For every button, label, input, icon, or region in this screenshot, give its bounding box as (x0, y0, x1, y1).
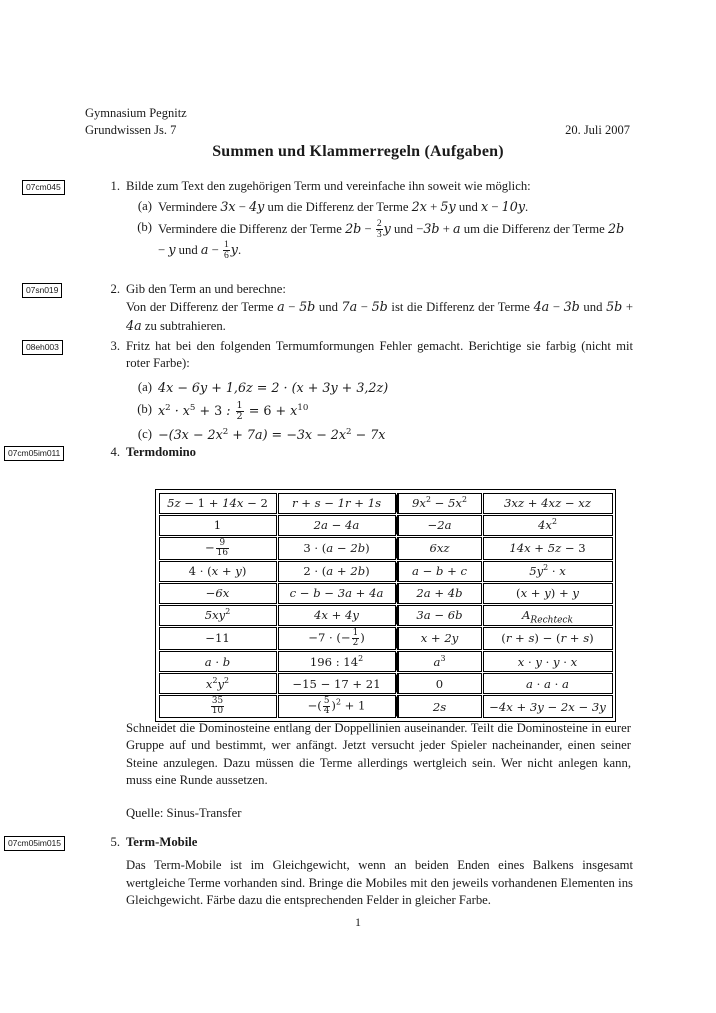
domino-cell: $A_{Rechteck}$ (483, 605, 613, 626)
item-1-subitems (126, 198, 633, 261)
domino-cell: 2a − 4a (278, 515, 396, 536)
table-row (159, 651, 613, 672)
domino-cell: $4x^2$ (483, 515, 613, 536)
item-3-subitem-c (126, 426, 633, 444)
item-3-subitem-a (126, 379, 633, 397)
table-row (159, 695, 613, 718)
domino-cell: 2a + 4b (397, 583, 482, 604)
table-row (159, 673, 613, 694)
domino-cell: $x^2y^2$ (159, 673, 277, 694)
item-3-lead: Fritz hat bei den folgenden Termumformungen Fehler gemacht. Berichtige sie farbig (nicht mit roter Farbe): (126, 339, 633, 371)
page-title: Summen und Klammerregeln (Aufgaben) (212, 143, 504, 160)
domino-cell: 2 · (a + 2b) (278, 561, 396, 582)
subitem-b-label: (b) (137, 402, 152, 417)
subitem-c-equation: $-(3x - 2x^2 + 7a) = -3x - 2x^2 - 7x$ (158, 427, 386, 443)
margin-tag-item5: 07cm05im015 (4, 836, 65, 851)
margin-tag-item1: 07cm045 (22, 180, 65, 195)
domino-cell: 3xz + 4xz − xz (483, 493, 613, 514)
margin-tag-item4: 07cm05im011 (4, 446, 64, 461)
school-name: Gymnasium Pegnitz (85, 106, 187, 120)
page-number: 1 (355, 915, 361, 929)
domino-cell: −7 · (− $\frac{1}{2}$ ) (278, 627, 396, 650)
domino-cell: 4x + 4y (278, 605, 396, 626)
exercise-item-5 (98, 834, 633, 910)
domino-cell: −11 (159, 627, 277, 650)
document-date: 20. Juli 2007 (565, 123, 630, 137)
subitem-b-label: (b) (137, 220, 152, 235)
domino-cell: $5xy^2$ (159, 605, 277, 626)
item-1-number: 1. (110, 179, 120, 193)
domino-cell: 196 : $14^2$ (278, 651, 396, 672)
exercise-item-1 (98, 178, 633, 264)
subject-line: Grundwissen Js. 7 (85, 123, 177, 137)
item-2-body: Von der Differenz der Terme a − 5b und 7a − 5b ist die Differenz der Terme 4a − 3b und 5b + 4a zu subtrahieren. (126, 299, 634, 333)
domino-grid (158, 492, 614, 720)
domino-cell: − $\frac{9}{16}$ (159, 537, 277, 560)
domino-cell: −15 − 17 + 21 (278, 673, 396, 694)
domino-cell: 5z − 1 + 14x − 2 (159, 493, 277, 514)
domino-cell: −4x + 3y − 2x − 3y (483, 695, 613, 718)
domino-instructions: Schneidet die Dominosteine entlang der Doppellinien auseinander. Teilt die Dominosteine in eurer Gruppe auf und bestimmt, wer anfängt. Jetzt versucht jeder Spieler nacheinander, einen seiner Steine anzulegen. Dazu müssen die Terme allerdings wertgleich sein. Wer nicht anlegen kann, muss eine Runde aussetzen. (126, 721, 631, 788)
domino-cell: 14x + 5z − 3 (483, 537, 613, 560)
domino-cell: −( $\frac{5}{4}$ )$^2$ + 1 (278, 695, 396, 718)
domino-cell: 4 · (x + y) (159, 561, 277, 582)
item-1-subitem-a (126, 198, 633, 216)
table-row (159, 605, 613, 626)
margin-tag-item3: 08eh003 (22, 340, 63, 355)
table-row (159, 537, 613, 560)
domino-cell: $a^3$ (397, 651, 482, 672)
item-3-subitems (126, 379, 633, 445)
domino-cell: $5y^2 \cdot x$ (483, 561, 613, 582)
domino-cell: (r + s) − (r + s) (483, 627, 613, 650)
domino-cell: 1 (159, 515, 277, 536)
domino-cell: 3 · (a − 2b) (278, 537, 396, 560)
domino-cell: a · a · a (483, 673, 613, 694)
table-row (159, 583, 613, 604)
item-5-number: 5. (110, 835, 120, 849)
domino-cell: 2s (397, 695, 482, 718)
item-1-subitem-b (126, 219, 633, 261)
domino-cell: 6xz (397, 537, 482, 560)
domino-cell: a · b (159, 651, 277, 672)
item-1-lead: Bilde zum Text den zugehörigen Term und vereinfache ihn soweit wie möglich: (126, 179, 531, 193)
domino-cell: 3a − 6b (397, 605, 482, 626)
exercise-item-2 (98, 281, 633, 335)
domino-cell: 0 (397, 673, 482, 694)
item-3-number: 3. (110, 339, 120, 353)
domino-cell: $9x^2 - 5x^2$ (397, 493, 482, 514)
domino-cell: x + 2y (397, 627, 482, 650)
item-4-number: 4. (110, 445, 120, 459)
table-row (159, 561, 613, 582)
exercise-item-4 (98, 444, 633, 461)
domino-cell: a − b + c (397, 561, 482, 582)
subitem-c-label: (c) (137, 427, 152, 442)
domino-cell: c − b − 3a + 4a (278, 583, 396, 604)
item-2-lead: Gib den Term an und berechne: (126, 282, 286, 296)
domino-table (155, 489, 616, 722)
item-4-title: Termdomino (126, 445, 197, 459)
subitem-a-label: (a) (137, 379, 152, 394)
exercise-item-3 (98, 338, 633, 447)
table-row (159, 515, 613, 536)
domino-cell: (x + y) + y (483, 583, 613, 604)
subitem-a-equation: 4x − 6y + 1,6z = 2 · (x + 3y + 3,2z) (158, 379, 389, 395)
item-5-title: Term-Mobile (126, 835, 198, 849)
document-header (85, 105, 630, 139)
subitem-a-label: (a) (137, 199, 152, 214)
domino-cell: r + s − 1r + 1s (278, 493, 396, 514)
item-5-body: Das Term-Mobile ist im Gleichgewicht, wenn an beiden Enden eines Balkens insgesamt wertgleiche Terme vorhanden sind. Bringe die Mobiles mit den jeweils vorhandenen Elementen ins Gleichgewicht. Färbe dazu die entsprechenden Felder in gleicher Farbe. (126, 858, 633, 908)
subitem-b-equation: $x^2 \cdot x^5 + 3$ : $\frac{1}{2}$ = $6 + x^{10}$ (158, 400, 309, 423)
subitem-a-text: Vermindere 3x − 4y um die Differenz der Terme 2x + 5y und x − 10y. (158, 199, 529, 215)
margin-tag-item2: 07sn019 (22, 283, 62, 298)
domino-cell: $\frac{35}{10}$ (159, 695, 277, 718)
domino-cell: −6x (159, 583, 277, 604)
domino-cell: −2a (397, 515, 482, 536)
subitem-b-text: Vermindere die Differenz der Terme 2b − $\frac{2}{3}$ y und −3b + a um die Differenz der Terme 2b − y und a − $\frac{1}{6}$ y. (158, 218, 625, 262)
table-row (159, 627, 613, 650)
item-2-number: 2. (110, 282, 120, 296)
table-row (159, 493, 613, 514)
domino-source: Quelle: Sinus-Transfer (126, 806, 242, 820)
item-3-subitem-b (126, 401, 633, 422)
domino-cell: x · y · y · x (483, 651, 613, 672)
